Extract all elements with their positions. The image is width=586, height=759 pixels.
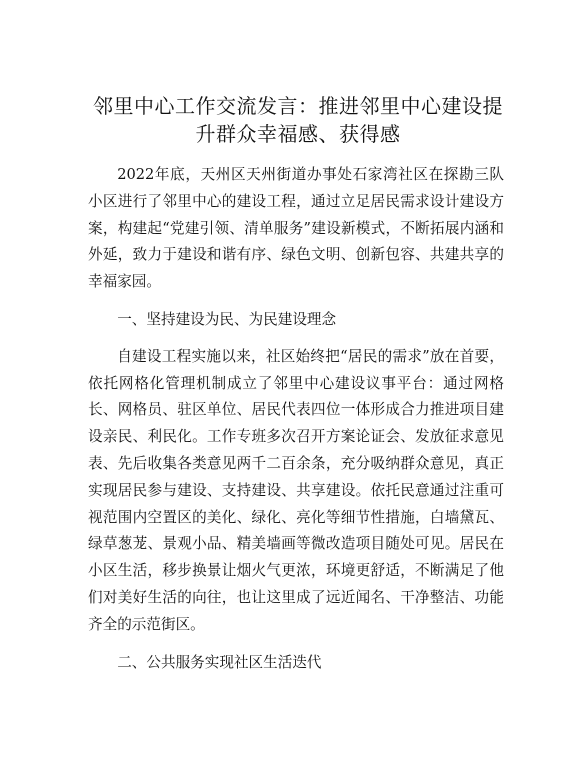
section-1-heading: 一、坚持建设为民、为民建设理念 — [117, 310, 337, 328]
section-2-heading: 二、公共服务实现社区生活迭代 — [117, 653, 322, 671]
section-1-body: 自建设工程实施以来，社区始终把“居民的需求”放在首要，依托网格化管理机制成立了邻里中心建设议事平台：通过网格长、网格员、驻区单位、居民代表四位一体形成合力推进项目建设亲民、利民化。工作专班多次召开方案论证会、发放征求意见表、先后收集各类意见两千二百余条，充分吸纳群众意见，真正实现居民参与建设、支持建设、共享建设。依托民意通过注重可视范围内空置区的美化、绿化、亮化等细节性措施，白墙黛瓦、绿草葱茏、景观小品、精美墙画等微改造项目随处可见。居民在小区生活，移步换景让烟火气更浓，环境更舒适，不断满足了他们对美好生活的向往，也让这里成了远近闻名、干净整洁、功能齐全的示范街区。 — [88, 347, 504, 633]
document-title: 邻里中心工作交流发言：推进邻里中心建设提升群众幸福感、获得感 — [93, 94, 503, 146]
intro-paragraph: 2022年底，天州区天州街道办事处石家湾社区在探勘三队小区进行了邻里中心的建设工程，通过立足居民需求设计建设方案，构建起“党建引领、清单服务”建设新模式，不断拓展内涵和外延，致力于建设和谐有序、绿色文明、创新包容、共建共享的幸福家园。 — [88, 166, 504, 291]
